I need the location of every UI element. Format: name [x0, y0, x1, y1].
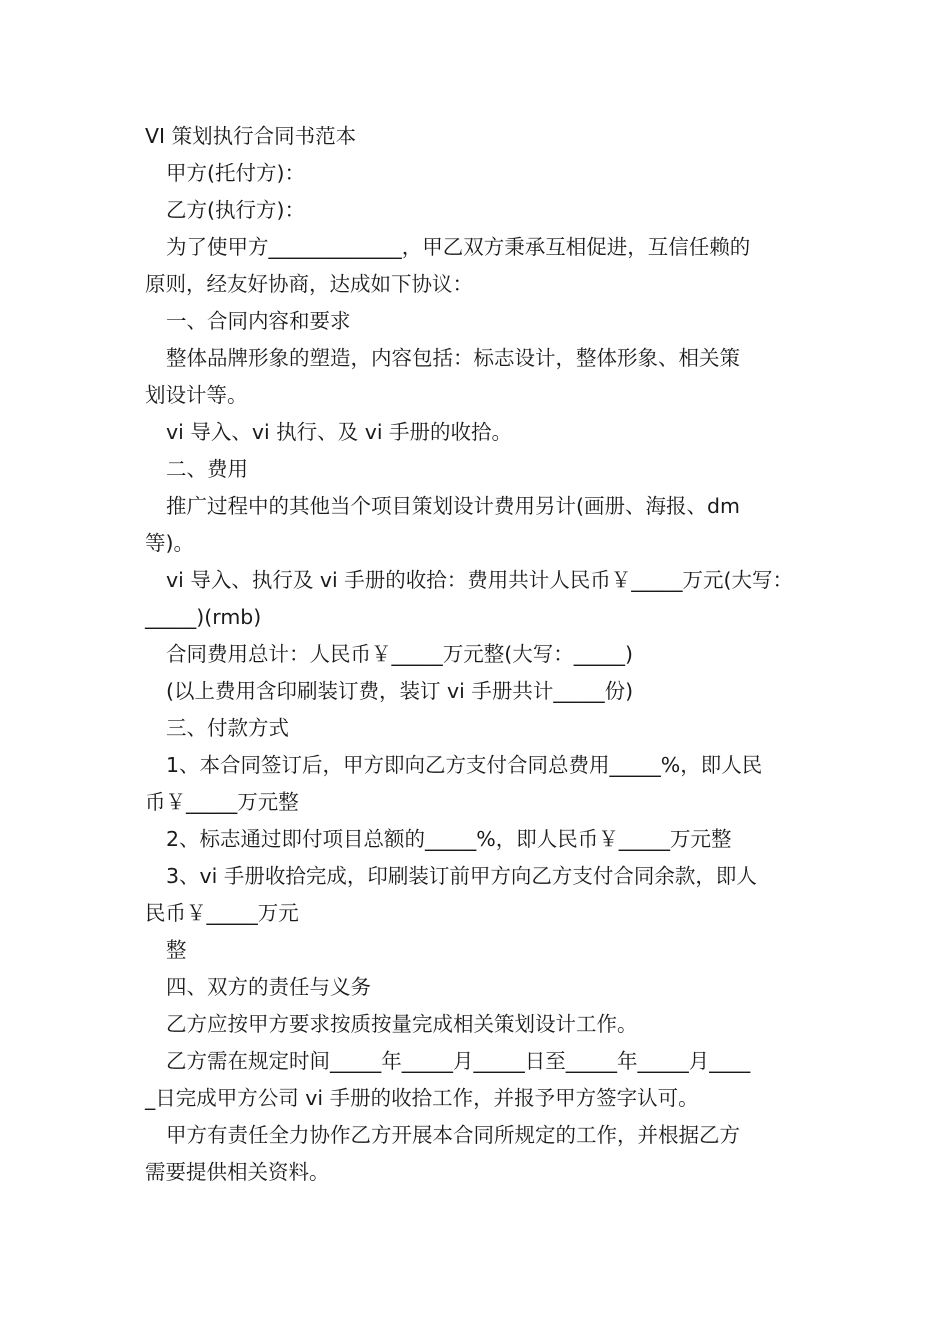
payment-item-1-line-1: 1、本合同签订后，甲方即向乙方支付合同总费用_____%，即人民 [166, 753, 763, 777]
duty-para-3-line-1: 甲方有责任全力协作乙方开展本合同所规定的工作，并根据乙方 [166, 1123, 740, 1147]
section-2-para-2-line-1: vi 导入、执行及 vi 手册的收拾：费用共计人民币￥_____万元(大写： [166, 568, 793, 592]
section-1-para-2: vi 导入、vi 执行、及 vi 手册的收拾。 [166, 420, 513, 444]
party-b-line: 乙方(执行方)： [166, 198, 305, 222]
section-2-para-1-line-1: 推广过程中的其他当个项目策划设计费用另计(画册、海报、dm [166, 494, 740, 518]
contract-text [145, 118, 810, 1191]
payment-item-3-line-2: 民币￥_____万元 [145, 901, 299, 925]
party-a-line: 甲方(托付方)： [166, 161, 305, 185]
section-2-heading: 二、费用 [166, 457, 248, 481]
section-3-heading: 三、付款方式 [166, 716, 289, 740]
duty-para-2-line-2: _日完成甲方公司 vi 手册的收拾工作，并报予甲方签字认可。 [145, 1086, 699, 1110]
duty-para-3-line-2: 需要提供相关资料。 [145, 1160, 330, 1184]
duty-para-2-line-1: 乙方需在规定时间_____年_____月_____日至_____年_____月____ [166, 1049, 751, 1073]
section-4-heading: 四、双方的责任与义务 [166, 975, 371, 999]
section-2-para-1-line-2: 等)。 [145, 531, 194, 555]
payment-item-3-line-3: 整 [166, 938, 187, 962]
section-2-para-2-line-2: _____)(rmb) [145, 605, 262, 629]
document-title: VI 策划执行合同书范本 [145, 124, 357, 148]
duty-para-1: 乙方应按甲方要求按质按量完成相关策划设计工作。 [166, 1012, 638, 1036]
section-2-total-line: 合同费用总计：人民币￥_____万元整(大写：_____) [166, 642, 633, 666]
payment-item-1-line-2: 币￥_____万元整 [145, 790, 299, 814]
payment-item-3-line-1: 3、vi 手册收拾完成，印刷装订前甲方向乙方支付合同余款，即人 [166, 864, 757, 888]
section-1-para-1-line-1: 整体品牌形象的塑造，内容包括：标志设计，整体形象、相关策 [166, 346, 740, 370]
preamble-line-1: 为了使甲方_____________，甲乙双方秉承互相促进，互信任赖的 [166, 235, 751, 259]
section-2-note-line: (以上费用含印刷装订费，装订 vi 手册共计_____份) [166, 679, 634, 703]
preamble-line-2: 原则，经友好协商，达成如下协议： [145, 272, 473, 296]
payment-item-2: 2、标志通过即付项目总额的_____%，即人民币￥_____万元整 [166, 827, 732, 851]
section-1-para-1-line-2: 划设计等。 [145, 383, 248, 407]
section-1-heading: 一、合同内容和要求 [166, 309, 351, 333]
